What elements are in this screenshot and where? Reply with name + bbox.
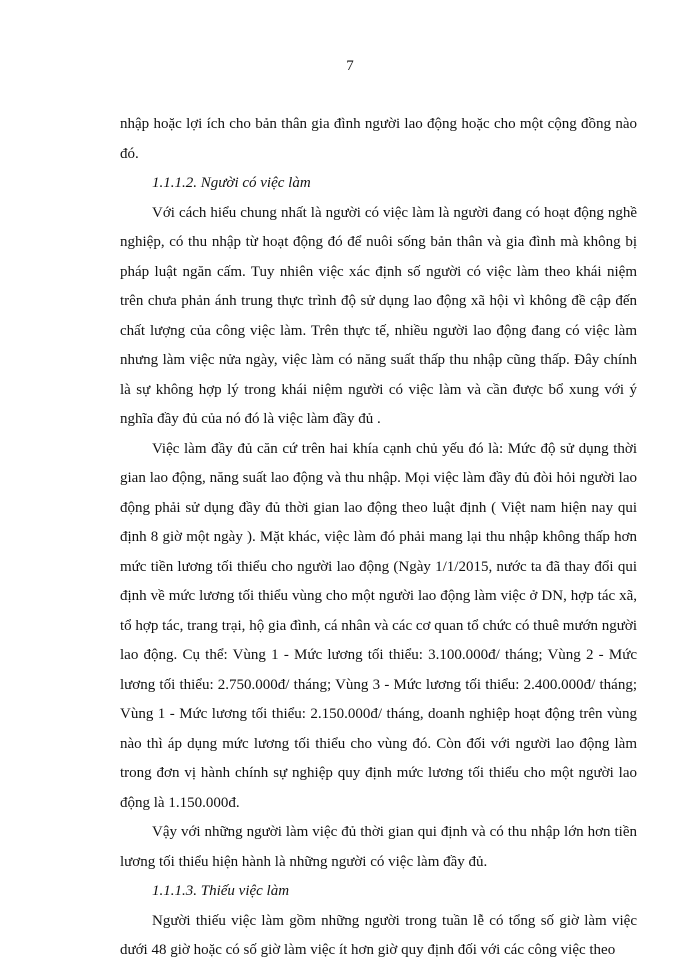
paragraph-definition: Với cách hiểu chung nhất là người có việc làm là người đang có hoạt động nghề nghiệp, có thu nhập từ hoạt động đó để nuôi sống bản thân và gia đình mà không bị pháp luật ngăn cấm. Tuy nhiên việc xác định số người có việc làm theo khái niệm trên chưa phản ánh trung thực trình độ sử dụng lao động xã hội vì không đề cập đến chất lượng của công việc làm. Trên thực tế, nhiều người lao động đang có việc làm nhưng làm việc nửa ngày, việc làm có năng suất thấp thu nhập cũng thấp. Đây chính là sự không hợp lý trong khái niệm người có việc làm và cần được bổ xung với ý nghĩa đầy đủ của nó đó là việc làm đầy đủ . xyxy=(120,204,637,427)
paragraph-full-employment: Việc làm đầy đủ căn cứ trên hai khía cạnh chủ yếu đó là: Mức độ sử dụng thời gian lao động, năng suất lao động và thu nhập. Mọi việc làm đầy đủ đòi hỏi người lao động phải sử dụng đầy đủ thời gian lao động theo luật định ( Việt nam hiện nay qui định 8 giờ một ngày ). Mặt khác, việc làm đó phải mang lại thu nhập không thấp hơn mức tiền lương tối thiểu cho người lao động (Ngày 1/1/2015, nước ta đã thay đổi qui định về mức lương tối thiểu vùng cho một người lao động làm việc ở DN, hợp tác xã, tổ hợp tác, trang trại, hộ gia đình, cá nhân và các cơ quan tổ chức có thuê mướn người lao động. Cụ thể: Vùng 1 - Mức lương tối thiểu: 3.100.000đ/ tháng; Vùng 2 - Mức lương tối thiểu: 2.750.000đ/ tháng; Vùng 3 - Mức lương tối thiểu: 2.400.000đ/ tháng; Vùng 1 - Mức lương tối thiểu: 2.150.000đ/ tháng, doanh nghiệp hoạt động trên vùng nào thì áp dụng mức lương tối thiểu cho vùng đó. Còn đối với người lao động làm trong đơn vị hành chính sự nghiệp quy định mức lương tối thiểu cho một người lao động là 1.150.000đ. xyxy=(120,440,637,811)
paragraph-conclusion: Vậy với những người làm việc đủ thời gian qui định và có thu nhập lớn hơn tiền lương tối thiểu hiện hành là những người có việc làm đầy đủ. xyxy=(120,824,637,870)
paragraph-underemployment: Người thiếu việc làm gồm những người trong tuần lễ có tổng số giờ làm việc dưới 48 giờ hoặc có số giờ làm việc ít hơn giờ quy định đối với các công việc theo xyxy=(120,912,637,958)
document-body xyxy=(120,110,637,966)
page-number: 7 xyxy=(346,58,354,74)
paragraph-continuation: nhập hoặc lợi ích cho bản thân gia đình người lao động hoặc cho một cộng đồng nào đó. xyxy=(120,116,637,162)
section-heading-thieu-viec-lam: 1.1.1.3. Thiếu việc làm xyxy=(152,883,290,899)
section-heading-nguoi-co-viec-lam: 1.1.1.2. Người có việc làm xyxy=(152,175,311,191)
